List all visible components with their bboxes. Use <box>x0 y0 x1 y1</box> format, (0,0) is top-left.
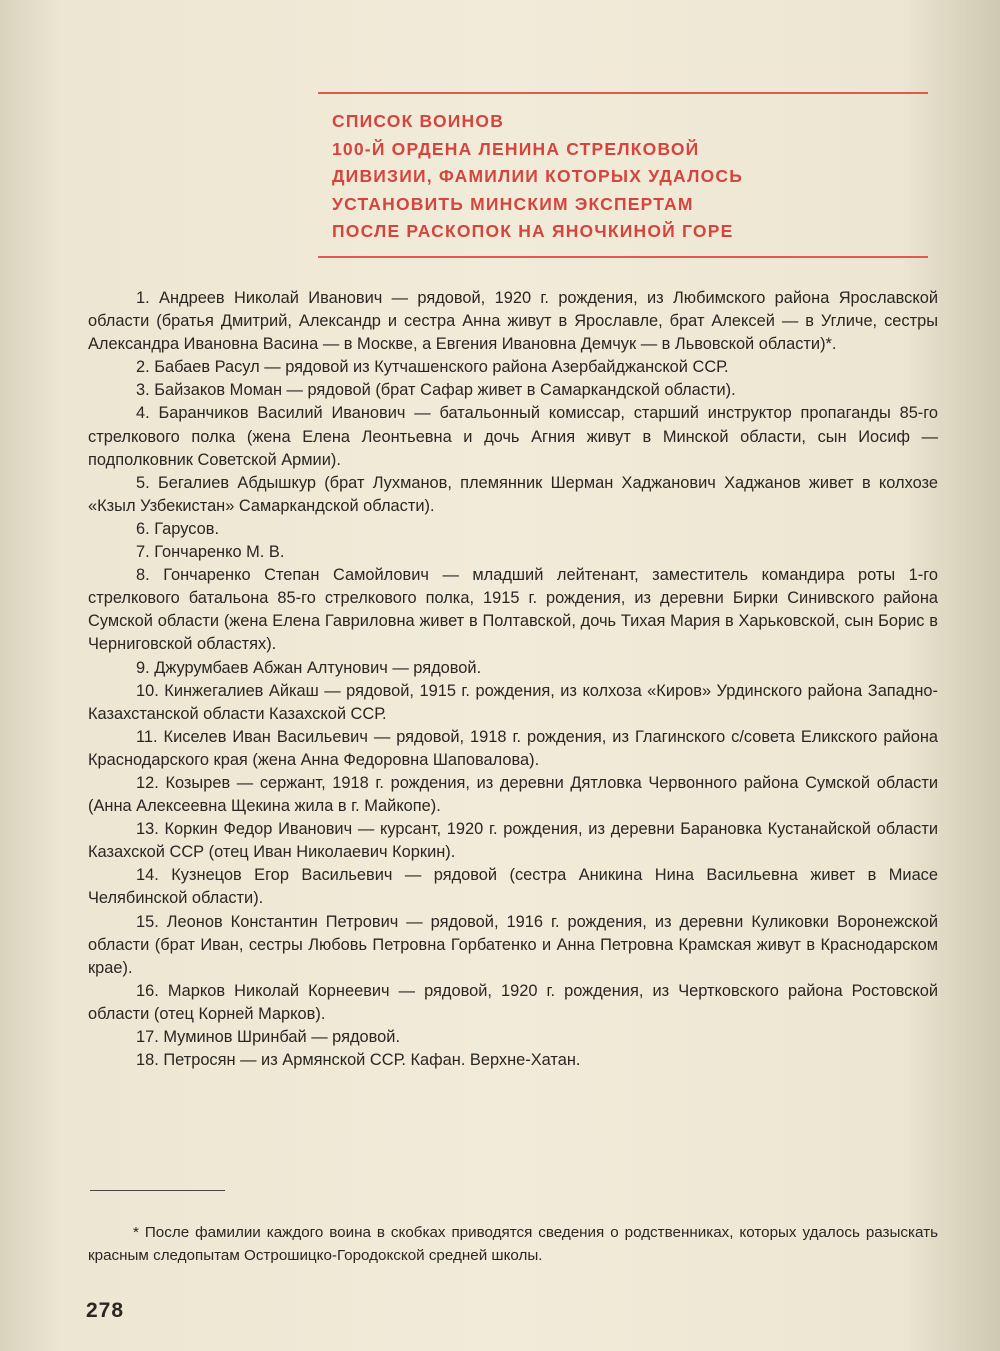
list-item: 1. Андреев Николай Иванович — рядовой, 1920 г. рождения, из Любимского района Ярославской области (братья Дмитрий, Александр и сестра Анна живут в Ярославле, брат Алексей — в Угличе, сестры Александра Ивановна Васина — в Москве, а Евгения Ивановна Демчук — в Львовской области)*. <box>88 289 938 354</box>
title-line: ДИВИЗИИ, ФАМИЛИИ КОТОРЫХ УДАЛОСЬ <box>332 166 744 186</box>
title-line: ПОСЛЕ РАСКОПОК НА ЯНОЧКИНОЙ ГОРЕ <box>332 221 734 241</box>
list-item: 7. Гончаренко М. В. <box>136 543 285 562</box>
list-item: 2. Бабаев Расул — рядовой из Кутчашенского района Азербайджанской ССР. <box>136 358 729 377</box>
title-line: СПИСОК ВОИНОВ <box>332 111 505 131</box>
footnote: * После фамилии каждого воина в скобках приводятся сведения о родственниках, которых удалось разыскать красным следопытам Острошицко-Городокской средней школы. <box>88 1224 938 1265</box>
section-header <box>318 92 928 258</box>
title-line: УСТАНОВИТЬ МИНСКИМ ЭКСПЕРТАМ <box>332 193 694 214</box>
list-item: 10. Кинжегалиев Айкаш — рядовой, 1915 г. рождения, из колхоза «Киров» Урдинского района Западно-Казахстанской области Казахской ССР. <box>88 681 938 723</box>
list-item: 12. Козырев — сержант, 1918 г. рождения, из деревни Дятловка Червонного района Сумской области (Анна Алексеевна Щекина жила в г. Майкопе). <box>88 773 938 816</box>
soldier-list <box>88 287 938 1072</box>
list-item: 5. Бегалиев Абдышкур (брат Лухманов, племянник Шерман Хаджанович Хаджанов живет в колхозе «Кзыл Узбекистан» Самаркандской области). <box>88 473 938 515</box>
list-item: 11. Киселев Иван Васильевич — рядовой, 1918 г. рождения, из Глагинского с/совета Еликского района Краснодарского края (жена Анна Федоровна Шаповалова). <box>88 727 938 769</box>
list-item: 17. Муминов Шринбай — рядовой. <box>136 1028 401 1046</box>
list-item: 14. Кузнецов Егор Васильевич — рядовой (сестра Аникина Нина Васильевна живет в Миасе Челябинской области). <box>88 866 938 908</box>
title-line: 100-Й ОРДЕНА ЛЕНИНА СТРЕЛКОВОЙ <box>332 138 700 159</box>
list-item: 16. Марков Николай Корнеевич — рядовой, 1920 г. рождения, из Чертковского района Ростовской области (отец Корней Марков). <box>88 981 938 1023</box>
list-item: 4. Баранчиков Василий Иванович — батальонный комиссар, старший инструктор пропаганды 85-го стрелкового полка (жена Елена Леонтьевна и дочь Агния живут в Минской области, сын Иосиф — подполковник Советской Армии). <box>88 404 938 469</box>
section-title <box>318 94 928 256</box>
list-item: 8. Гончаренко Степан Самойлович — младший лейтенант, заместитель командира роты 1-го стрелкового батальона 85-го стрелкового полка, 1915 г. рождения, из деревни Бирки Синивского района Сумской области (жена Елена Гавриловна живет в Полтавской, дочь Тихая Мария в Харьковской, сын Борис в Черниговской областях). <box>88 566 938 654</box>
list-item: 13. Коркин Федор Иванович — курсант, 1920 г. рождения, из деревни Барановка Кустанайской области Казахской ССР (отец Иван Николаевич Коркин). <box>88 820 938 862</box>
list-item: 15. Леонов Константин Петрович — рядовой, 1916 г. рождения, из деревни Куликовки Воронежской области (брат Иван, сестры Любовь Петровна Горбатенко и Анна Петровна Крамская живут в Краснодарском крае). <box>88 912 938 977</box>
list-item: 9. Джурумбаев Абжан Алтунович — рядовой. <box>136 658 482 677</box>
footnote-divider <box>90 1190 225 1191</box>
list-item: 18. Петросян — из Армянской ССР. Кафан. Верхне-Хатан. <box>136 1051 581 1070</box>
header-bottom-rule <box>318 256 928 258</box>
page-number: 278 <box>86 1299 125 1322</box>
list-item: 3. Байзаков Моман — рядовой (брат Сафар живет в Самаркандской области). <box>136 381 736 400</box>
list-item: 6. Гарусов. <box>136 519 219 538</box>
